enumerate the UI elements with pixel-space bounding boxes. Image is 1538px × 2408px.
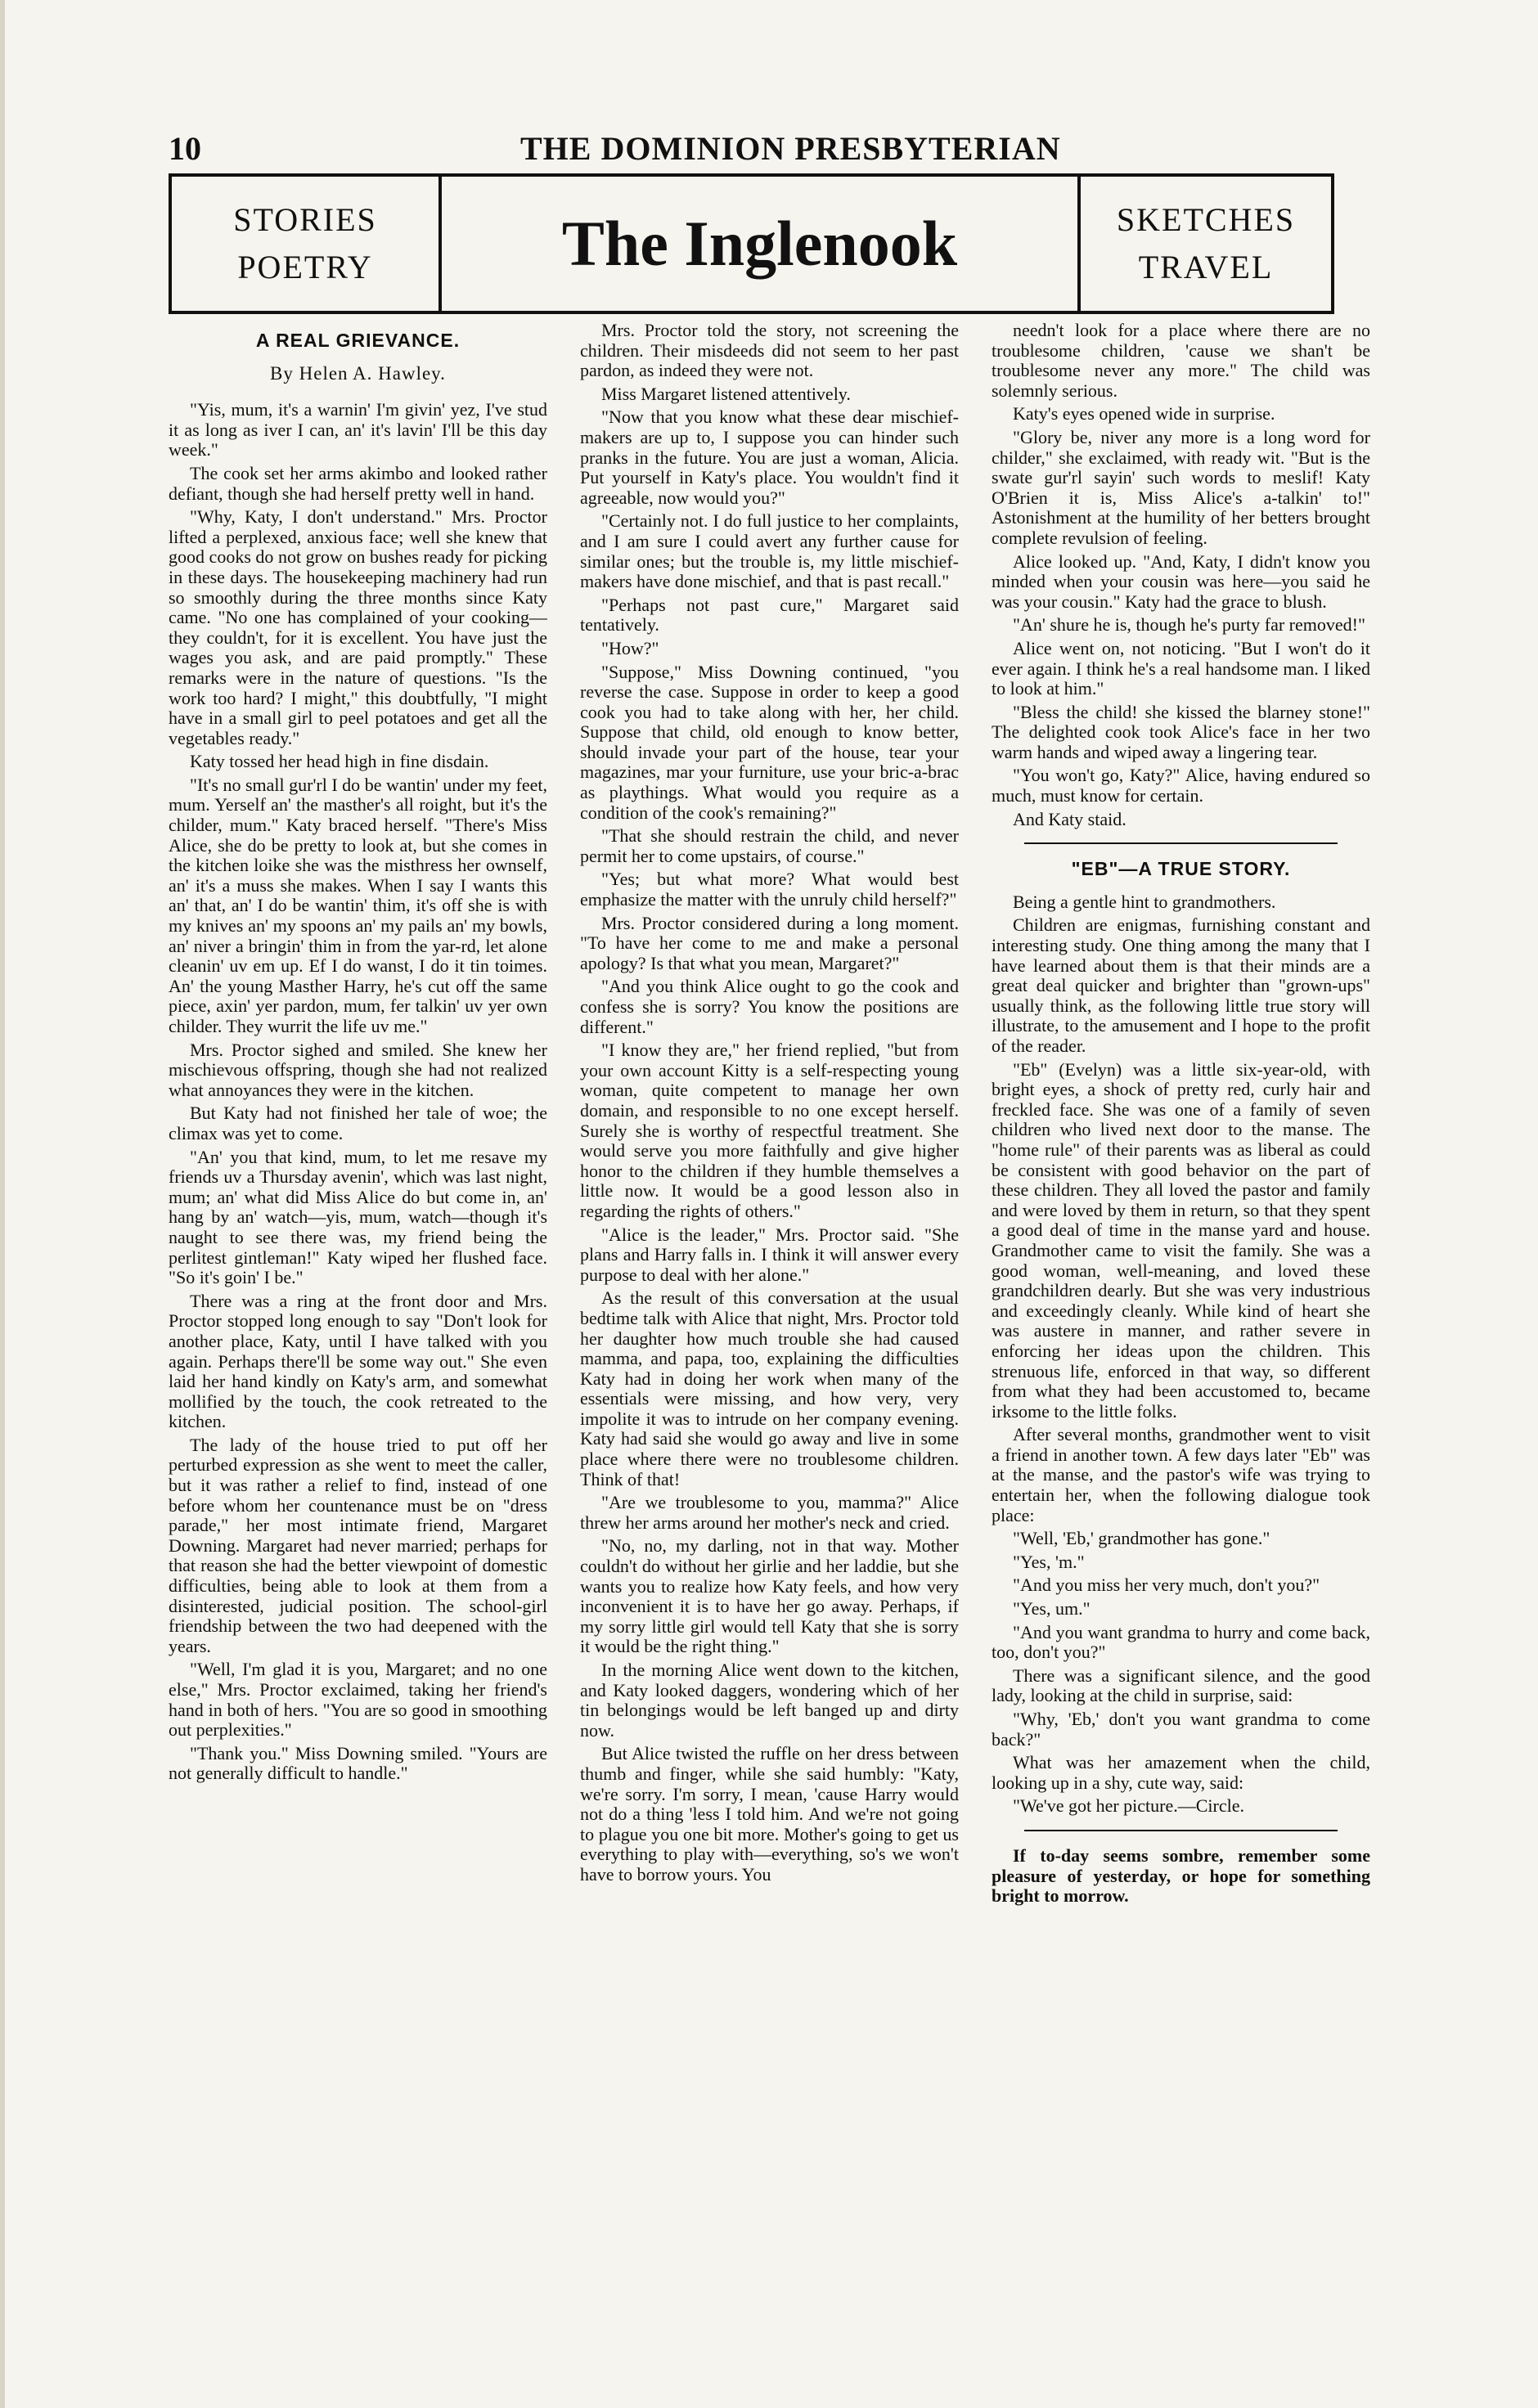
paragraph: "An' shure he is, though he's purty far removed!" [1013,614,1365,636]
paragraph: "Are we troublesome to you, mamma?" Alice threw her arms around her mother's neck and cried. [580,1492,959,1533]
paragraph: As the result of this conversation at the usual bedtime talk with Alice that night, Mrs. Proctor told her daughter how much trouble she had caused mamma, and papa, too, explaining the difficulties Katy had in doing her work when many of the essentials were missing, and how very, very impolite it was to intrude on her company evening. Katy had said she would go away and live in some place where there were no troublesome children. Think of that! [580,1287,959,1489]
paragraph: But Katy had not finished her tale of woe; the climax was yet to come. [169,1103,547,1143]
paragraph: Alice went on, not noticing. "But I won't do it ever again. I think he's a real handsome man. I liked to look at him." [992,637,1370,699]
paragraph: "No, no, my darling, not in that way. Mother couldn't do without her girlie and her laddie, but she wants you to realize how Katy feels, and how very inconvenient it is to have her go away. Perhaps, if my sorry little girl would tell Katy that she is sorry it would be the right thing." [580,1535,959,1657]
paragraph: "Bless the child! she kissed the blarney stone!" The delighted cook took Alice's face in her two warm hands and wiped away a lingering tear. [992,701,1370,762]
section-masthead [169,173,1334,314]
closing-note: If to-day seems sombre, remember some pleasure of yesterday, or hope for something bright to morrow. [992,1844,1370,1907]
paragraph: Alice looked up. "And, Katy, I didn't know you minded when your cousin was here—you said he was your cousin." Katy had the grace to blush. [992,550,1370,612]
second-story-title: "EB"—A TRUE STORY. [1071,858,1291,880]
paragraph: What was her amazement when the child, looking up in a shy, cute way, said: [992,1752,1370,1793]
column-1 [169,321,547,2194]
story-title: A REAL GRIEVANCE. [255,330,461,351]
paragraph: "Certainly not. I do full justice to her complaints, and I am sure I could avert any further cause for similar ones; but the trouble is, my little mischief-makers have done mischief, and that is past recall." [580,510,959,592]
paragraph: The cook set her arms akimbo and looked rather defiant, though she had herself pretty well in hand. [169,462,547,504]
paragraph: After several months, grandmother went to visit a friend in another town. A few days later "Eb" was at the manse, and the pastor's wife was trying to entertain her, when the following dialogue took place: [992,1424,1370,1525]
masthead-stories: STORIES [233,201,377,238]
paragraph: "Alice is the leader," Mrs. Proctor said. "She plans and Harry falls in. I think it will answer every purpose to deal with her alone." [580,1224,959,1285]
paragraph: "Why, Katy, I don't understand." Mrs. Proctor lifted a perplexed, anxious face; well she knew that good cooks do not grow on bushes ready for picking in these days. The housekeeping machinery had run so smoothly during the three months since Katy came. "No one has complained of your cooking—they couldn't, for it is excellent. You have just the wages you ask, and are paid promptly." These remarks were in the nature of questions. "Is the work too hard? I might," this doubtfully, "I might have in a small girl to peel potatoes and get all the vegetables ready." [169,506,547,748]
paragraph: "Glory be, niver any more is a long word for childer," she exclaimed, with ready wit. "But is the swate gur'rl sayin' such words to meslif! Katy O'Brien it is, Miss Alice's a-talkin' to!" Astonishment at the humility of her betters brought complete revulsion of feeling. [992,426,1370,548]
column-3-text [992,321,1370,829]
column-3 [992,321,1370,2194]
paragraph: "Yis, mum, it's a warnin' I'm givin' yez, I've stud it as long as iver I can, an' it's lavin' I'll be this day week." [169,399,547,460]
paragraph: "Yes, um." [1013,1598,1091,1620]
paragraph: But Alice twisted the ruffle on her dress between thumb and finger, while she said humbly: "Katy, we're sorry. I'm sorry, I mean, 'cause Harry would not do a thing 'less I told him. And we're not going to plague you one bit more. Mother's going to get us everything to play with—everything, so's we won't have to borrow yours. You [580,1743,959,1885]
paragraph: "That she should restrain the child, and never permit her to come upstairs, of course." [580,825,959,866]
masthead-travel: TRAVEL [1138,249,1274,285]
paragraph: Mrs. Proctor sighed and smiled. She knew her mischievous offspring, though she had not realized what annoyances they were in the kitchen. [169,1039,547,1100]
article-columns [169,321,1371,2194]
paragraph: Being a gentle hint to grandmothers. [1013,891,1276,912]
column-1-text [169,400,547,1784]
paragraph: Mrs. Proctor considered during a long moment. "To have her come to me and make a personal apology? Is that what you mean, Margaret?" [580,912,959,973]
paragraph: "Why, 'Eb,' don't you want grandma to come back?" [992,1709,1370,1750]
running-head [169,123,1415,172]
column-2-text [580,321,959,1885]
publication-title: THE DOMINION PRESBYTERIAN [520,130,1061,167]
masthead-poetry: POETRY [237,249,373,285]
paragraph: And Katy staid. [1013,808,1127,829]
paragraph: "Eb" (Evelyn) was a little six-year-old, with bright eyes, a shock of pretty red, curly hair and freckled face. She was one of a family of seven children who lived next door to the manse. The "home rule" of their parents was as liberal as could be consistent with good behavior on the part of these children. They all loved the pastor and family and were loved by them in return, so that they spent a good deal of time in the manse yard and house. Grandmother came to visit the family. She was a good woman, well-meaning, and loved these grandchildren dearly. But she was very industrious and exceedingly cleanly. While kind of heart she was austere in manner, and rather severe in enforcing her ideas upon the children. This strenuous life, enforced in that way, so different from what they had been accustomed to, became irksome to the little folks. [992,1058,1370,1422]
paragraph: In the morning Alice went down to the kitchen, and Katy looked daggers, wondering which of her tin belongings would be left banged up and dirty now. [580,1660,959,1741]
paragraph: needn't look for a place where there are no troublesome children, 'cause we shan't be troublesome never any more." The child was solemnly serious. [992,321,1370,401]
section-divider [1024,842,1338,844]
paragraph: "And you think Alice ought to go the cook and confess she is sorry? You know the positions are different." [580,976,959,1037]
paragraph: "Yes; but what more? What would best emphasize the matter with the unruly child herself?" [580,869,959,910]
paragraph: "Thank you." Miss Downing smiled. "Yours are not generally difficult to handle." [169,1742,547,1784]
paragraph: "How?" [601,637,659,658]
paragraph: "Yes, 'm." [1013,1551,1085,1572]
masthead-right-box [1077,177,1331,311]
paragraph: "An' you that kind, mum, to let me resave my friends uv a Thursday avenin', which was last night, mum; an' what did Miss Alice do but come in, an' hang by an' watch—yis, mum, watch—though it's naught to see there was, my friend being the perlitest gintleman!" Katy wiped her flushed face. "So it's goin' I be." [169,1146,547,1288]
paragraph: "Suppose," Miss Downing continued, "you reverse the case. Suppose in order to keep a good cook you had to take along with her, her child. Suppose that child, old enough to know better, should invade your part of the house, tear your magazines, mar your furniture, use your bric-a-brac as playthings. What would you require as a condition of the cook's remaining?" [580,661,959,823]
story-byline: By Helen A. Hawley. [270,362,446,384]
paragraph: "And you want grandma to hurry and come back, too, don't you?" [992,1621,1370,1663]
paragraph: "You won't go, Katy?" Alice, having endured so much, must know for certain. [992,765,1370,806]
paragraph: "Well, 'Eb,' grandmother has gone." [1013,1528,1270,1549]
paragraph: "We've got her picture.—Circle. [1013,1795,1245,1817]
paragraph: "Now that you know what these dear mischief-makers are up to, I suppose you can hinder such pranks in the future. You are just a woman, Alicia. Put yourself in Katy's place. You wouldn't find it agreeable, now would you?" [580,407,959,508]
second-story-text [992,892,1370,1817]
paragraph: "Well, I'm glad it is you, Margaret; and no one else," Mrs. Proctor exclaimed, taking her friend's hand in both of hers. "You are so good in smoothing out perplexities." [169,1659,547,1741]
column-2 [580,321,959,2194]
paragraph: "Perhaps not past cure," Margaret said tentatively. [580,594,959,636]
paragraph: Mrs. Proctor told the story, not screening the children. Their misdeeds did not seem to her past pardon, as indeed they were not. [580,321,959,381]
masthead-title: The Inglenook [561,208,958,279]
paragraph: Miss Margaret listened attentively. [601,383,851,404]
closing-divider [1024,1830,1338,1831]
paragraph: There was a ring at the front door and Mrs. Proctor stopped long enough to say "Don't look for another place, Katy, until I have talked with you again. Perhaps there'll be some way out." She even laid her hand kindly on Katy's arm, and somewhat mollified by the touch, the cook retreated to the kitchen. [169,1290,547,1432]
page-number: 10 [169,130,201,167]
paragraph: "It's no small gur'rl I do be wantin' under my feet, mum. Yerself an' the masther's all roight, but it's the childer, mum." Katy braced herself. "There's Miss Alice, she do be pretty to look at, but she comes in the kitchen loike she was the misthress her ownself, an' it's a muss she makes. When I say I wants this an' that, an' I do be wantin' thim, it's off she is with my knives an' my spoons an' my pails an' my bowls, an' niver a bringin' thim in from the yar-rd, let alone cleanin' uv em up. Ef I do wanst, I do it tin toimes. An' the young Masther Harry, he's cut off the same piece, axin' yer pardon, mum, fer talkin' uv yer own childer. They wurrit the life uv me." [169,774,547,1036]
paragraph: Katy tossed her head high in fine disdain. [190,751,489,772]
masthead-left-box [172,177,442,311]
paragraph: The lady of the house tried to put off her perturbed expression as she went to meet the caller, but it was rather a relief to find, instead of one before whom her countenance must be on "dress parade," her most intimate friend, Margaret Downing. Margaret had never married; perhaps for that reason she had the better viewpoint of domestic difficulties, being able to look at them from a disinterested, judicial position. The school-girl friendship between the two had deepened with the years. [169,1434,547,1656]
paragraph: Katy's eyes opened wide in surprise. [1013,403,1275,425]
paragraph: There was a significant silence, and the good lady, looking at the child in surprise, said: [992,1664,1370,1706]
masthead-sketches: SKETCHES [1116,201,1296,238]
paragraph: "I know they are," her friend replied, "but from your own account Kitty is a self-respecting young woman, quite competent to manage her own domain, and responsible to no one except herself. Surely she is worthy of respectful treatment. She would serve you more faithfully and give higher honor to the children if they humble themselves a little now. It would be a good lesson also in regarding the rights of others." [580,1040,959,1221]
paragraph: "And you miss her very much, don't you?" [1013,1575,1320,1596]
paragraph: Children are enigmas, furnishing constant and interesting study. One thing among the many that I have learned about them is that their minds are a great deal quicker and brighter than "grown-ups" usually think, as the following little true story will illustrate, to the amusement and I hope to the profit of the reader. [992,914,1370,1056]
